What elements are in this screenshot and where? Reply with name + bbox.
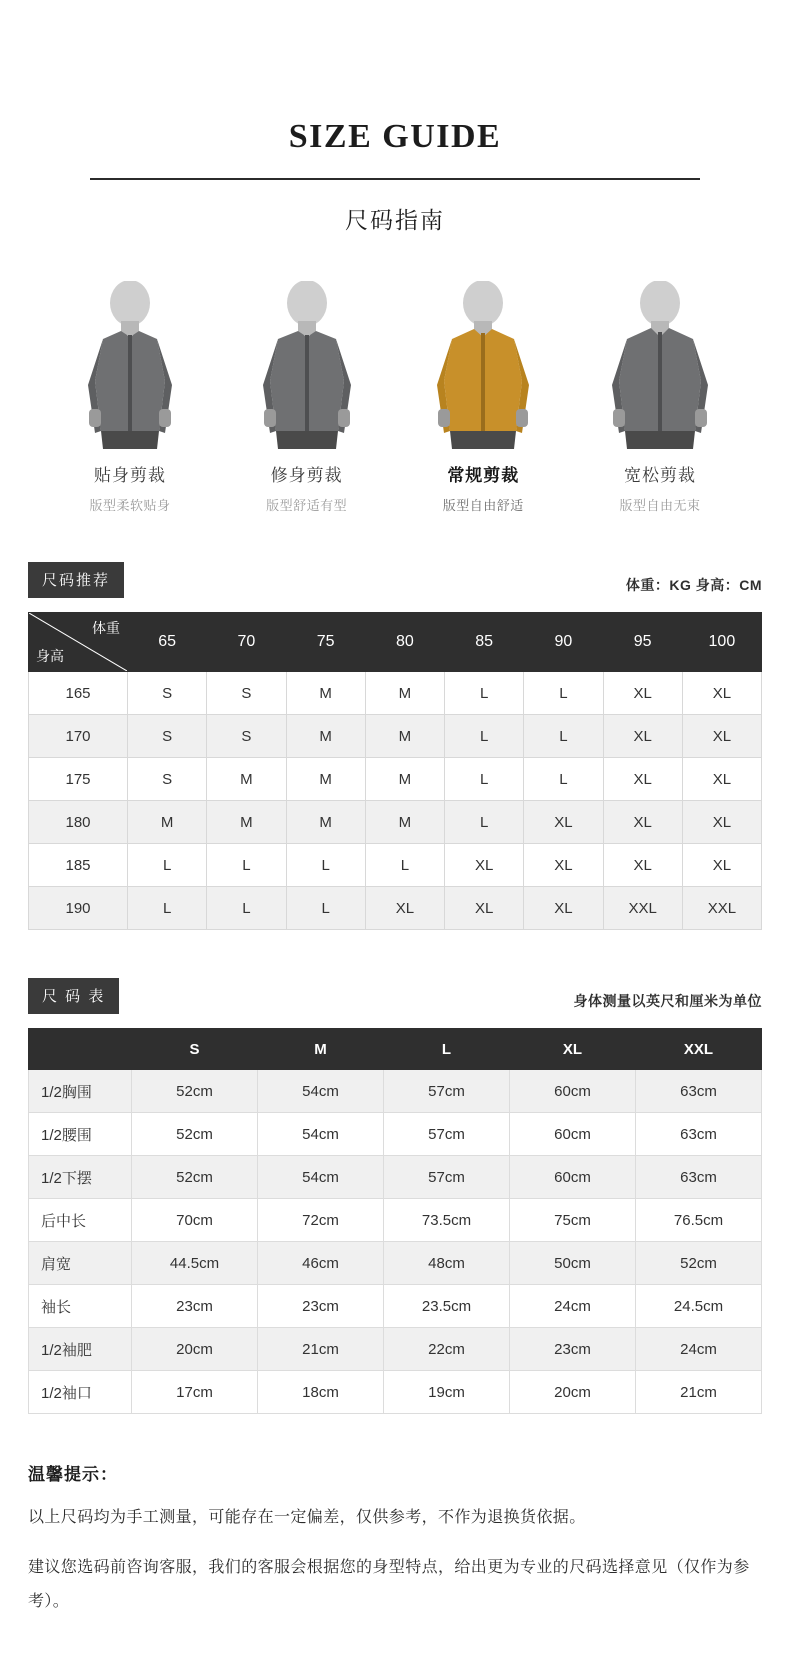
table-header-row (29, 1029, 762, 1070)
size-cell: XXL (682, 887, 761, 930)
measurement-cell: 63cm (636, 1070, 762, 1113)
measurement-cell: 44.5cm (132, 1242, 258, 1285)
size-cell: XL (365, 887, 444, 930)
page-subtitle: 尺码指南 (345, 207, 445, 233)
size-cell: S (207, 672, 286, 715)
size-cell: M (286, 672, 365, 715)
measurement-cell: 60cm (510, 1070, 636, 1113)
fit-option-desc: 版型舒适有型 (266, 498, 348, 513)
table-row (29, 715, 762, 758)
measurement-cell: 21cm (636, 1371, 762, 1414)
sizetable-tag: 尺 码 表 (28, 978, 119, 1014)
size-cell: XL (524, 801, 603, 844)
size-cell: L (524, 715, 603, 758)
measurement-cell: 52cm (636, 1242, 762, 1285)
measurement-cell: 63cm (636, 1156, 762, 1199)
table-row (29, 1285, 762, 1328)
measurement-cell: 23cm (510, 1328, 636, 1371)
fit-option-name: 宽松剪裁 (623, 466, 696, 485)
measurement-cell: 57cm (384, 1113, 510, 1156)
measurement-cell: 46cm (258, 1242, 384, 1285)
recommend-unit-note: 体重：KG 身高：CM (625, 577, 762, 593)
measurement-cell: 52cm (132, 1156, 258, 1199)
measurement-cell: 54cm (258, 1156, 384, 1199)
notes-line-2: 建议您选码前咨询客服，我们的客服会根据您的身型特点，给出更为专业的尺码选择意见（仅作为参考）。 (28, 1559, 750, 1610)
measurement-cell: 48cm (384, 1242, 510, 1285)
measurement-cell: 24cm (510, 1285, 636, 1328)
measurement-label: 1/2袖肥 (29, 1328, 132, 1371)
measurement-cell: 50cm (510, 1242, 636, 1285)
size-cell: XL (445, 844, 524, 887)
size-cell: XL (524, 887, 603, 930)
size-cell: L (128, 844, 207, 887)
table-row (29, 1328, 762, 1371)
measurement-cell: 23.5cm (384, 1285, 510, 1328)
size-cell: M (207, 801, 286, 844)
size-cell: XL (682, 758, 761, 801)
size-cell: XL (682, 844, 761, 887)
measurement-label: 后中长 (29, 1199, 132, 1242)
measurement-cell: 21cm (258, 1328, 384, 1371)
measurement-cell: 73.5cm (384, 1199, 510, 1242)
size-cell: XL (524, 844, 603, 887)
size-cell: L (207, 887, 286, 930)
weight-header: 65 (128, 613, 207, 672)
notes-section (28, 1460, 762, 1659)
measurement-cell: 57cm (384, 1070, 510, 1113)
measurement-cell: 20cm (132, 1328, 258, 1371)
measurement-label: 肩宽 (29, 1242, 132, 1285)
size-cell: L (128, 887, 207, 930)
size-cell: M (286, 801, 365, 844)
table-row (29, 758, 762, 801)
size-cell: M (286, 758, 365, 801)
table-row (29, 1070, 762, 1113)
fit-option-desc: 版型自由无束 (619, 498, 701, 513)
size-cell: L (524, 672, 603, 715)
fit-figure (223, 279, 391, 449)
measurement-cell: 24cm (636, 1328, 762, 1371)
table-row (29, 1113, 762, 1156)
size-cell: XL (682, 715, 761, 758)
measurement-cell: 75cm (510, 1199, 636, 1242)
measurement-cell: 52cm (132, 1070, 258, 1113)
measurement-cell: 23cm (258, 1285, 384, 1328)
size-cell: XL (682, 672, 761, 715)
height-label: 170 (29, 715, 128, 758)
size-column-header: XL (510, 1029, 636, 1070)
title-divider (90, 178, 700, 180)
fit-figure (399, 279, 567, 449)
notes-line-1: 以上尺码均为手工测量，可能存在一定偏差，仅供参考，不作为退换货依据。 (28, 1509, 586, 1526)
measurement-label: 1/2腰围 (29, 1113, 132, 1156)
recommend-section-header (28, 562, 762, 598)
weight-header: 85 (445, 613, 524, 672)
size-cell: L (445, 801, 524, 844)
size-cell: L (365, 844, 444, 887)
page-title: SIZE GUIDE (288, 118, 502, 155)
measurement-cell: 23cm (132, 1285, 258, 1328)
fit-figure (576, 279, 744, 449)
size-cell: M (128, 801, 207, 844)
weight-header: 100 (682, 613, 761, 672)
table-row (29, 1371, 762, 1414)
recommend-tag: 尺码推荐 (28, 562, 124, 598)
table-row (29, 887, 762, 930)
corner-header (29, 613, 128, 672)
size-cell: M (365, 801, 444, 844)
page-header (28, 0, 762, 235)
size-cell: S (128, 758, 207, 801)
fit-type-list (46, 279, 744, 514)
fit-option-regular (399, 279, 567, 514)
weight-header: 75 (286, 613, 365, 672)
size-cell: M (365, 672, 444, 715)
size-cell: L (445, 672, 524, 715)
size-cell: L (524, 758, 603, 801)
size-column-header: L (384, 1029, 510, 1070)
size-cell: XL (682, 801, 761, 844)
measurement-cell: 60cm (510, 1156, 636, 1199)
size-cell: XL (603, 844, 682, 887)
size-cell: L (286, 887, 365, 930)
measurement-label: 1/2袖口 (29, 1371, 132, 1414)
height-label: 190 (29, 887, 128, 930)
fit-option-desc: 版型柔软贴身 (89, 498, 171, 513)
table-row (29, 1199, 762, 1242)
fit-option-slim (223, 279, 391, 514)
height-label: 175 (29, 758, 128, 801)
measurement-cell: 18cm (258, 1371, 384, 1414)
measurement-cell: 54cm (258, 1113, 384, 1156)
measurement-cell: 54cm (258, 1070, 384, 1113)
size-cell: S (128, 715, 207, 758)
table-header-row (29, 613, 762, 672)
fit-option-name: 修身剪裁 (270, 466, 343, 485)
fit-option-name: 常规剪裁 (447, 466, 520, 485)
corner-label-weight: 体重 (92, 620, 120, 636)
height-label: 185 (29, 844, 128, 887)
measurement-cell: 72cm (258, 1199, 384, 1242)
weight-header: 70 (207, 613, 286, 672)
size-column-header: XXL (636, 1029, 762, 1070)
measurement-header-blank (29, 1029, 132, 1070)
sizetable-unit-note: 身体测量以英尺和厘米为单位 (573, 993, 762, 1009)
fit-option-name: 贴身剪裁 (94, 466, 166, 485)
measurement-cell: 19cm (384, 1371, 510, 1414)
table-row (29, 672, 762, 715)
fit-option-loose (576, 279, 744, 514)
measurement-cell: 57cm (384, 1156, 510, 1199)
jacket-figure-icon-highlighted (408, 281, 558, 449)
fit-option-slim-soft (46, 279, 214, 514)
fit-option-desc: 版型自由舒适 (442, 498, 524, 513)
measurement-cell: 17cm (132, 1371, 258, 1414)
measurement-cell: 24.5cm (636, 1285, 762, 1328)
measurement-table (28, 1028, 762, 1414)
jacket-figure-icon (232, 281, 382, 449)
jacket-figure-icon (55, 281, 205, 449)
size-cell: XXL (603, 887, 682, 930)
weight-header: 95 (603, 613, 682, 672)
size-cell: M (365, 715, 444, 758)
size-cell: L (445, 715, 524, 758)
notes-title: 温馨提示： (28, 1465, 118, 1484)
sizetable-section-header (28, 978, 762, 1014)
height-label: 165 (29, 672, 128, 715)
size-column-header: S (132, 1029, 258, 1070)
size-cell: L (286, 844, 365, 887)
measurement-label: 袖长 (29, 1285, 132, 1328)
size-cell: XL (603, 758, 682, 801)
size-cell: S (128, 672, 207, 715)
size-cell: M (286, 715, 365, 758)
height-label: 180 (29, 801, 128, 844)
measurement-label: 1/2胸围 (29, 1070, 132, 1113)
size-cell: S (207, 715, 286, 758)
corner-label-height: 身高 (36, 648, 64, 664)
size-cell: L (207, 844, 286, 887)
size-cell: M (207, 758, 286, 801)
size-cell: M (365, 758, 444, 801)
measurement-cell: 52cm (132, 1113, 258, 1156)
table-row (29, 844, 762, 887)
weight-header: 80 (365, 613, 444, 672)
table-row (29, 801, 762, 844)
measurement-cell: 20cm (510, 1371, 636, 1414)
measurement-cell: 76.5cm (636, 1199, 762, 1242)
fit-figure (46, 279, 214, 449)
table-row (29, 1242, 762, 1285)
size-cell: XL (603, 672, 682, 715)
measurement-cell: 63cm (636, 1113, 762, 1156)
measurement-cell: 70cm (132, 1199, 258, 1242)
size-cell: XL (445, 887, 524, 930)
size-cell: XL (603, 715, 682, 758)
weight-header: 90 (524, 613, 603, 672)
measurement-cell: 60cm (510, 1113, 636, 1156)
size-cell: L (445, 758, 524, 801)
size-recommend-table (28, 612, 762, 930)
size-cell: XL (603, 801, 682, 844)
measurement-cell: 22cm (384, 1328, 510, 1371)
table-row (29, 1156, 762, 1199)
measurement-label: 1/2下摆 (29, 1156, 132, 1199)
jacket-figure-icon (585, 281, 735, 449)
size-column-header: M (258, 1029, 384, 1070)
